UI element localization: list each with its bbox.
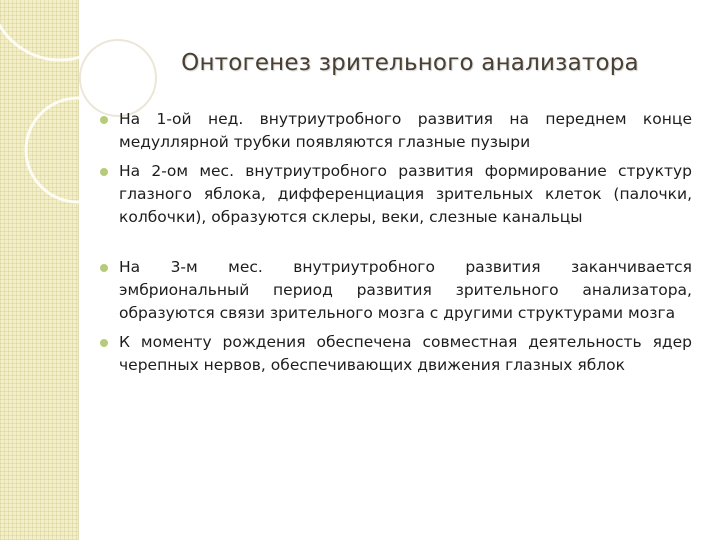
bullet-item	[100, 331, 692, 377]
bullet-list	[100, 108, 692, 383]
circle-bullet-icon	[100, 264, 108, 272]
slide-title: Онтогенез зрительного анализатора	[181, 50, 639, 76]
bullet-text: На 2-ом мес. внутриутробного развития формирование структур глазного яблока, дифференциация зрительных клеток (палочки, колбочки), образуются склеры, веки, слезные канальцы	[119, 162, 692, 226]
bullet-item	[100, 256, 692, 325]
circle-bullet-icon	[100, 168, 108, 176]
bullet-item	[100, 160, 692, 229]
bullet-text: К моменту рождения обеспечена совместная деятельность ядер черепных нервов, обеспечивающих движения глазных яблок	[119, 333, 692, 374]
circle-bullet-icon	[100, 339, 108, 347]
bullet-item	[100, 108, 692, 154]
bullet-text: На 1-ой нед. внутриутробного развития на переднем конце медуллярной трубки появляются глазные пузыри	[119, 110, 692, 151]
circle-bullet-icon	[100, 116, 108, 124]
bullet-text: На 3-м мес. внутриутробного развития заканчивается эмбриональный период развития зрительного анализатора, образуются связи зрительного мозга с другими структурами мозга	[119, 258, 692, 322]
